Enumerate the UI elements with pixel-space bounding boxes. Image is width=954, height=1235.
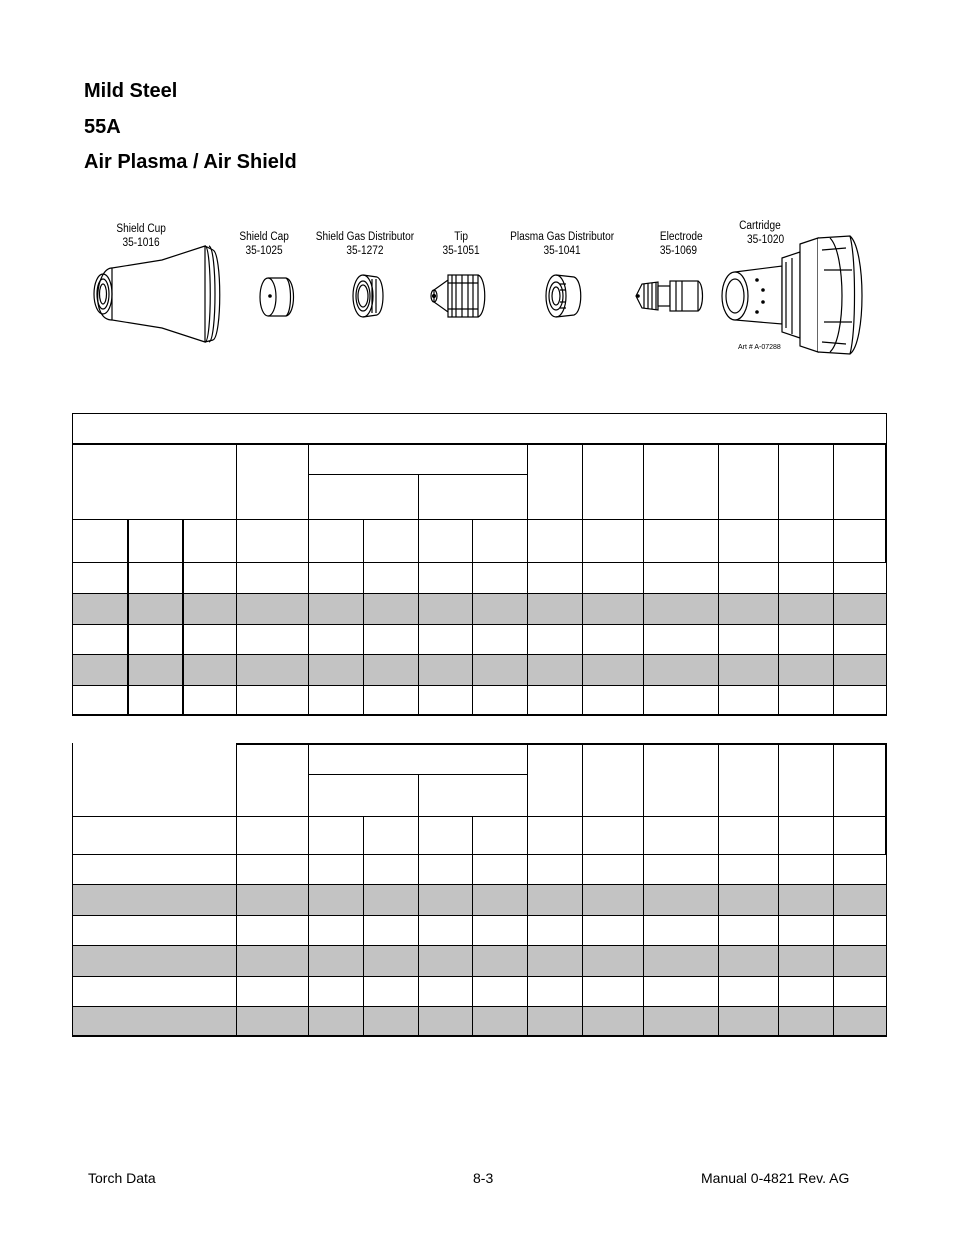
part-number: 35-1041 [543,245,581,257]
cartridge-drawing [722,236,862,354]
table-column-rule [418,774,419,1036]
part-name: Plasma Gas Distributor [510,231,615,243]
tip-drawing [431,275,485,317]
part-number: 35-1025 [245,245,283,257]
table-border [72,743,73,1036]
table-border [886,854,887,1036]
part-name: Tip [454,231,468,243]
table-column-rule [527,443,528,714]
table-header-rule [236,743,887,745]
table-row-rule [72,915,887,916]
table-column-rule [363,519,364,714]
table-column-rule [582,443,583,714]
parts-illustration [0,0,954,400]
table-column-rule [527,743,528,1036]
part-name: Shield Cap [239,231,289,243]
table-row-rule [72,854,887,855]
electrode-drawing [636,281,703,311]
table-header-rule [72,443,887,445]
table-row-rule [72,1006,887,1007]
shield-gas-distributor-drawing [353,275,383,317]
table-border [72,413,73,715]
part-name: Shield Gas Distributor [315,231,415,243]
shaded-row [73,593,887,624]
art-number: Art # A-07288 [738,344,781,351]
part-number: 35-1069 [659,245,698,257]
part-name: Electrode [659,231,703,243]
table-row-rule [72,685,887,686]
table-column-rule [236,743,237,1036]
table-header-rule [72,519,887,520]
table-row-rule [72,624,887,625]
plasma-gas-distributor-drawing [546,275,581,317]
part-number: 35-1020 [746,234,785,246]
part-name: Cartridge [739,220,781,232]
shaded-row [73,1006,887,1035]
table-row-rule [72,593,887,594]
table-row-rule [72,976,887,977]
title-material: Mild Steel [84,80,178,102]
table-column-rule [236,443,237,714]
footer-manual-revision: Manual 0-4821 Rev. AG [701,1170,850,1186]
shield-cap-drawing [260,278,294,316]
table-row-rule [72,945,887,946]
table-column-rule [778,743,779,1036]
table-header-rule [72,816,887,817]
table-row-rule [72,1035,887,1037]
table-column-rule [833,443,834,714]
table-column-rule [472,519,473,714]
shaded-row [73,654,887,685]
table-column-rule [718,443,719,714]
table-column-rule [127,519,129,714]
table-row-rule [72,562,887,563]
table-row-rule [72,714,887,716]
table-border [72,413,887,414]
part-number: 35-1272 [346,245,384,257]
table-column-rule [778,443,779,714]
table-column-rule [718,743,719,1036]
part-number: 35-1016 [122,237,160,249]
title-amperage: 55A [84,116,121,138]
footer-section-name: Torch Data [88,1170,156,1186]
table-column-rule [582,743,583,1036]
shaded-row [73,884,887,915]
title-gas: Air Plasma / Air Shield [84,151,297,173]
table-column-rule [885,743,887,854]
table-row-rule [72,654,887,655]
table-column-rule [308,443,309,714]
table-row-rule [72,884,887,885]
table-column-rule [182,519,184,714]
table-column-rule [308,743,309,1036]
footer-page-number: 8-3 [473,1170,494,1186]
table-column-rule [833,743,834,1036]
table-column-rule [643,743,644,1036]
table-column-rule [885,443,887,562]
part-number: 35-1051 [442,245,480,257]
shield-cup-drawing [94,246,220,342]
table-column-rule [363,816,364,1036]
table-column-rule [472,816,473,1036]
shaded-row [73,945,887,976]
table-column-rule [643,443,644,714]
part-name: Shield Cup [116,223,166,235]
table-column-rule [418,474,419,714]
